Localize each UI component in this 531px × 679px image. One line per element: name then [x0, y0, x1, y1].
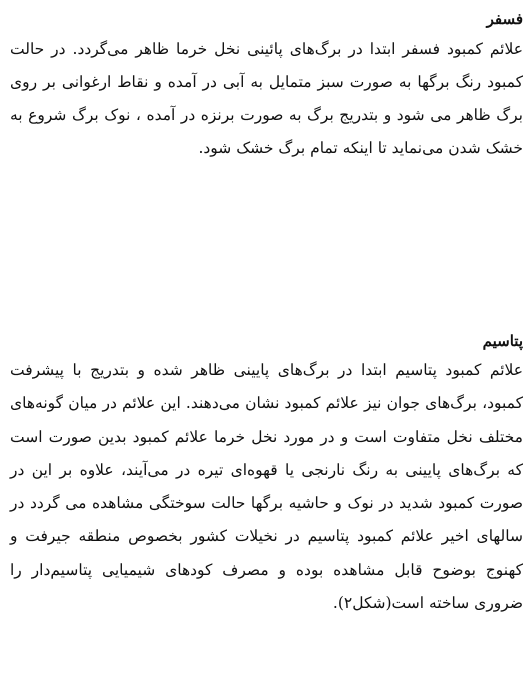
phosphorus-heading: فسفر — [486, 10, 523, 28]
potassium-heading: پتاسیم — [482, 332, 523, 350]
phosphorus-section — [10, 8, 523, 165]
potassium-section — [10, 330, 523, 620]
phosphorus-paragraph: علائم کمبود فسفر ابتدا در برگ‌های پائینی نخل خرما ظاهر می‌گردد. در حالت کمبود رنگ برگها به صورت سبز متمایل به آبی در آمده و نقاط ارغوانی بر روی برگ ظاهر می شود و بتدریج برگ به صورت برنزه در آمده ، نوک برگ شروع به خشک شدن می‌نماید تا اینکه تمام برگ خشک شود. — [10, 40, 523, 157]
potassium-paragraph: علائم کمبود پتاسیم ابتدا در برگ‌های پایینی ظاهر شده و بتدریج با پیشرفت کمبود، برگ‌های جوان نیز علائم کمبود نشان می‌دهند. این علائم در میان گونه‌های مختلف نخل متفاوت است و در مورد نخل خرما علائم کمبود بدین صورت است که برگ‌های پایینی به رنگ نارنجی یا قهوه‌ای تیره در می‌آیند، علاوه بر این در صورت کمبود شدید در نوک و حاشیه برگها حالت سوختگی مشاهده می گردد در سالهای اخیر علائم کمبود پتاسیم در نخیلات کشور بخصوص منطقه جیرفت و کهنوج بوضوح قابل مشاهده بوده و مصرف کودهای شیمیایی پتاسیم‌دار را ضروری ساخته است(شکل۲). — [10, 361, 523, 613]
